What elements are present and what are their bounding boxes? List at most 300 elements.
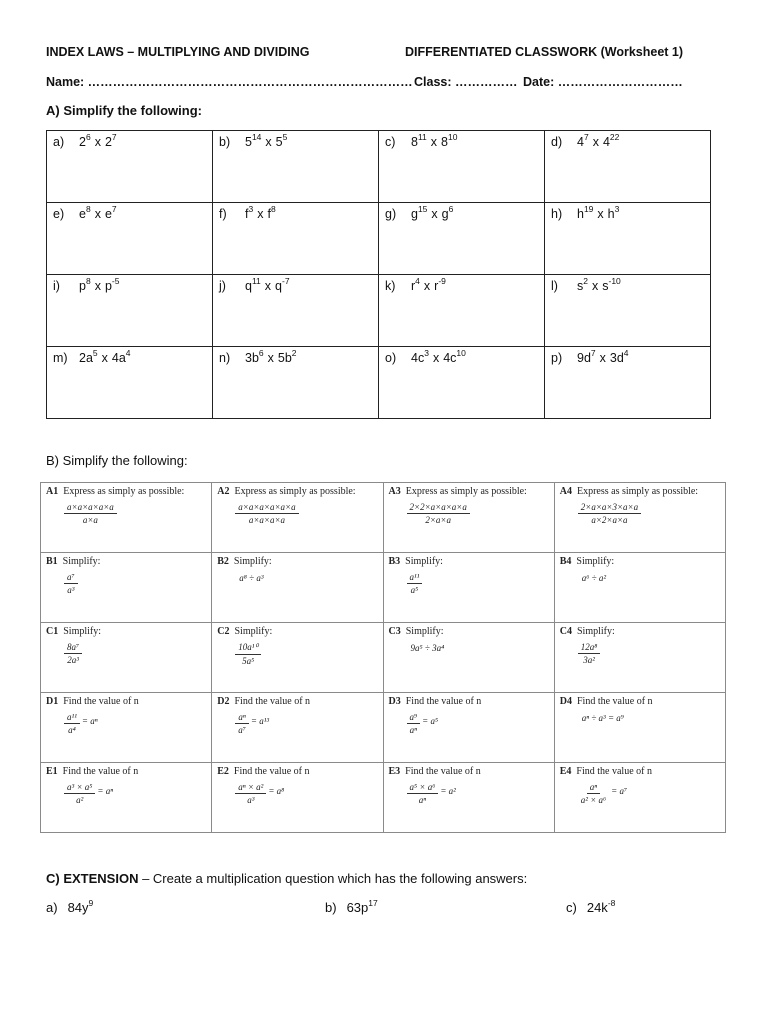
- problem-id: C1: [46, 626, 59, 637]
- problem-id: E1: [46, 766, 58, 777]
- fraction: [578, 642, 601, 665]
- fraction-numerator: aⁿ × a²: [235, 782, 266, 794]
- problem-expression: [389, 777, 549, 805]
- question-label: p): [551, 351, 563, 365]
- problem-cell: [41, 483, 212, 553]
- fraction-denominator: 5a⁵: [242, 656, 255, 666]
- fraction: [235, 502, 298, 525]
- question-exponent: 19: [583, 203, 594, 214]
- problem-instruction: Find the value of n: [62, 766, 139, 777]
- problem-instruction: Find the value of n: [234, 696, 311, 707]
- question-base: r: [434, 279, 439, 293]
- problem-id: C2: [217, 626, 230, 637]
- question-exponent: 8: [270, 203, 276, 214]
- problem-id: D4: [559, 696, 572, 707]
- fraction: [407, 782, 439, 805]
- question-base: s: [577, 279, 584, 293]
- problem-id: B3: [388, 556, 401, 567]
- fraction-numerator: a³ × a⁵: [64, 782, 95, 794]
- question-base: f: [245, 207, 249, 221]
- equation-rhs: = a¹³: [250, 716, 270, 726]
- question-exponent: 10: [447, 131, 458, 142]
- fraction: [235, 712, 249, 735]
- problem-header: [46, 626, 206, 637]
- problem-header: [560, 696, 720, 707]
- problem-id: C3: [388, 626, 401, 637]
- answer-exponent: 9: [88, 897, 94, 908]
- problem-cell: [554, 763, 725, 833]
- problem-header: [389, 486, 549, 497]
- table-row: [41, 553, 726, 623]
- question-base: 2a: [79, 351, 93, 365]
- question-base: 8: [411, 135, 418, 149]
- question-base: 3d: [609, 351, 624, 365]
- question-exponent: -10: [608, 275, 621, 286]
- question-cell: [379, 131, 545, 203]
- question-base: p: [79, 279, 86, 293]
- question-base: 5b: [277, 351, 292, 365]
- question-cell: [47, 275, 213, 347]
- question-label: b): [219, 135, 231, 149]
- problem-expression: [46, 637, 206, 665]
- fraction-denominator: a⁵: [410, 585, 419, 595]
- extension-answer: [566, 897, 616, 915]
- question-exponent: 10: [456, 347, 466, 358]
- problem-header: [217, 626, 377, 637]
- problem-expression: [217, 497, 377, 525]
- fraction-numerator: a¹¹: [64, 712, 80, 724]
- question-exponent: 5: [282, 131, 288, 142]
- problem-instruction: Simplify:: [405, 626, 444, 637]
- fraction: [578, 502, 641, 525]
- question-label: g): [385, 207, 397, 221]
- problem-instruction: Find the value of n: [576, 766, 652, 777]
- question-cell: [379, 347, 545, 419]
- problem-cell: [554, 623, 725, 693]
- question-base: g: [411, 207, 418, 221]
- question-exponent: -7: [281, 275, 290, 286]
- operator: x: [597, 207, 604, 221]
- problem-id: C4: [559, 626, 572, 637]
- answer-exponent: -8: [607, 897, 616, 908]
- problem-cell: [41, 553, 212, 623]
- question-base: 4: [602, 135, 610, 149]
- problem-cell: [383, 623, 554, 693]
- problem-id: E4: [559, 766, 572, 777]
- question-exponent: 8: [85, 275, 91, 286]
- problem-instruction: Simplify:: [234, 626, 273, 637]
- problem-instruction: Simplify:: [63, 626, 102, 637]
- table-row: [47, 203, 711, 275]
- fraction-numerator: 8a⁷: [64, 642, 82, 654]
- problem-instruction: Find the value of n: [233, 766, 310, 777]
- question-cell: [545, 347, 711, 419]
- fraction-denominator: a×a: [82, 515, 98, 525]
- problem-expression: [217, 777, 377, 805]
- fraction-denominator: a⁴: [68, 725, 76, 735]
- question-exponent: 2: [291, 347, 297, 358]
- answer-base: 63p: [346, 900, 369, 915]
- fraction-denominator: aⁿ: [418, 795, 427, 805]
- question-exponent: 11: [251, 275, 261, 286]
- problem-expression: [560, 637, 720, 665]
- problem-expression: [217, 567, 377, 584]
- question-base: 5: [275, 135, 283, 149]
- problem-expression: [46, 777, 206, 805]
- question-exponent: 2: [583, 275, 588, 286]
- question-base: 4a: [111, 351, 126, 365]
- problem-expression: [560, 707, 720, 724]
- table-row: [41, 693, 726, 763]
- section-a-table: [46, 130, 711, 419]
- question-exponent: 6: [448, 203, 454, 214]
- problem-header: [217, 766, 377, 777]
- question-exponent: 6: [258, 347, 264, 358]
- question-exponent: 7: [111, 203, 117, 214]
- problem-header: [46, 486, 206, 497]
- problem-expression: [217, 707, 377, 735]
- problem-cell: [212, 483, 383, 553]
- question-cell: [213, 131, 379, 203]
- operator: x: [94, 135, 101, 149]
- question-base: 4: [577, 135, 584, 149]
- problem-cell: [41, 693, 212, 763]
- fraction-numerator: a×a×a×a×a×a: [235, 502, 298, 514]
- question-exponent: 4: [125, 347, 131, 358]
- question-cell: [379, 275, 545, 347]
- worksheet-subtitle: DIFFERENTIATED CLASSWORK (Worksheet 1): [405, 45, 684, 59]
- problem-header: [560, 556, 720, 567]
- fraction-numerator: a⁵ × a⁶: [407, 782, 439, 794]
- problem-cell: [554, 483, 725, 553]
- problem-expression: [389, 707, 549, 735]
- fraction: [235, 782, 266, 805]
- fraction-numerator: 12a⁸: [578, 642, 601, 654]
- fraction-denominator: a³: [247, 795, 255, 805]
- section-b-table: [40, 482, 726, 833]
- question-cell: [545, 203, 711, 275]
- extension-answer: [46, 897, 94, 915]
- problem-expression: [46, 707, 206, 735]
- problem-expression: [560, 497, 720, 525]
- date-field: Date: …………………………: [523, 75, 683, 89]
- table-row: [41, 623, 726, 693]
- question-exponent: 4: [623, 347, 629, 358]
- question-label: k): [385, 279, 396, 293]
- fraction-denominator: a² × a⁶: [580, 795, 607, 805]
- problem-header: [217, 696, 377, 707]
- problem-header: [46, 556, 206, 567]
- question-label: l): [551, 279, 558, 293]
- problem-id: E2: [217, 766, 229, 777]
- question-base: r: [411, 279, 416, 293]
- fraction-numerator: a⁷: [64, 572, 78, 584]
- question-exponent: -5: [111, 275, 120, 286]
- table-row: [41, 483, 726, 553]
- operator: x: [599, 351, 606, 365]
- question-label: o): [385, 351, 397, 365]
- problem-cell: [212, 693, 383, 763]
- fraction: [64, 782, 95, 805]
- table-row: [47, 347, 711, 419]
- answer-label: a): [46, 900, 58, 915]
- problem-header: [560, 766, 720, 777]
- question-cell: [47, 347, 213, 419]
- problem-id: B4: [559, 556, 572, 567]
- answer-exponent: 17: [368, 897, 378, 908]
- fraction-denominator: aⁿ: [409, 725, 417, 735]
- operator: x: [265, 135, 272, 149]
- problem-header: [560, 626, 720, 637]
- problem-expression: [560, 567, 720, 584]
- fraction: [64, 642, 82, 665]
- problem-header: [46, 696, 206, 707]
- operator: x: [94, 279, 101, 293]
- question-label: a): [53, 135, 65, 149]
- problem-id: A1: [46, 486, 59, 497]
- fraction: [235, 642, 261, 666]
- equation-rhs: = a²: [440, 786, 456, 796]
- fraction-denominator: a³: [67, 585, 75, 595]
- question-cell: [545, 131, 711, 203]
- fraction: [64, 572, 78, 595]
- question-base: 2: [104, 135, 112, 149]
- equation-rhs: = aⁿ: [97, 786, 114, 796]
- question-label: j): [219, 279, 226, 293]
- question-base: h: [577, 207, 584, 221]
- problem-instruction: Simplify:: [62, 556, 101, 567]
- answer-label: b): [325, 900, 337, 915]
- question-exponent: 15: [417, 203, 428, 214]
- section-b-title: B) Simplify the following:: [46, 453, 188, 468]
- operator: x: [432, 351, 440, 365]
- problem-header: [560, 486, 720, 497]
- question-base: s: [602, 279, 609, 293]
- problem-id: D2: [217, 696, 230, 707]
- fraction-numerator: 2×2×a×a×a×a: [407, 502, 470, 514]
- problem-id: D1: [46, 696, 59, 707]
- problem-expression: [560, 777, 720, 805]
- problem-instruction: Simplify:: [405, 556, 443, 567]
- question-exponent: 3: [614, 203, 620, 214]
- fraction-numerator: 2×a×a×3×a×a: [578, 502, 641, 514]
- question-exponent: 14: [251, 131, 262, 142]
- question-base: g: [441, 207, 449, 221]
- fraction-numerator: 10a¹⁰: [235, 642, 261, 655]
- question-base: p: [104, 279, 112, 293]
- question-cell: [47, 203, 213, 275]
- question-label: d): [551, 135, 563, 149]
- problem-header: [217, 486, 377, 497]
- table-row: [41, 763, 726, 833]
- problem-instruction: Express as simply as possible:: [576, 486, 699, 497]
- fraction-denominator: a⁷: [238, 725, 246, 735]
- problem-instruction: Express as simply as possible:: [63, 486, 185, 497]
- problem-header: [389, 556, 549, 567]
- fraction-numerator: a×a×a×a×a: [64, 502, 117, 514]
- problem-header: [389, 626, 549, 637]
- equation-rhs: = aⁿ: [81, 716, 98, 726]
- problem-instruction: Simplify:: [233, 556, 272, 567]
- problem-id: A4: [559, 486, 572, 497]
- question-cell: [213, 203, 379, 275]
- fraction-denominator: 2×a×a: [425, 515, 452, 525]
- operator: x: [592, 135, 599, 149]
- problem-expression: [389, 497, 549, 525]
- problem-cell: [383, 483, 554, 553]
- problem-header: [389, 696, 549, 707]
- problem-cell: [41, 763, 212, 833]
- question-exponent: 11: [417, 131, 427, 142]
- question-exponent: -9: [438, 275, 446, 286]
- problem-cell: [383, 553, 554, 623]
- answer-base: 24k: [586, 900, 608, 915]
- operator: x: [94, 207, 101, 221]
- question-label: h): [551, 207, 563, 221]
- problem-instruction: Find the value of n: [405, 766, 481, 777]
- fraction-numerator: a⁹: [407, 712, 421, 724]
- problem-instruction: Find the value of n: [405, 696, 482, 707]
- question-label: i): [53, 279, 60, 293]
- division-expression: 9a⁵ ÷ 3a⁴: [410, 643, 445, 653]
- operator: x: [423, 279, 431, 293]
- problem-header: [46, 766, 206, 777]
- operator: x: [267, 351, 274, 365]
- problem-id: A3: [388, 486, 401, 497]
- problem-expression: [217, 637, 377, 666]
- extension-answer: [325, 897, 378, 915]
- division-expression: a⁸ ÷ a³: [239, 573, 264, 583]
- fraction: [407, 502, 470, 525]
- fraction-numerator: aⁿ: [587, 782, 600, 794]
- section-c-title: [46, 871, 527, 886]
- problem-instruction: Express as simply as possible:: [234, 486, 356, 497]
- problem-cell: [212, 763, 383, 833]
- equation-rhs: = a⁵: [422, 716, 439, 726]
- question-base: e: [104, 207, 112, 221]
- question-label: m): [53, 351, 68, 365]
- question-base: f: [267, 207, 271, 221]
- question-base: q: [275, 279, 282, 293]
- problem-cell: [383, 763, 554, 833]
- answer-label: c): [566, 900, 577, 915]
- operator: x: [431, 207, 438, 221]
- table-row: [47, 131, 711, 203]
- fraction: [407, 712, 421, 735]
- problem-cell: [554, 553, 725, 623]
- operator: x: [257, 207, 264, 221]
- question-base: q: [245, 279, 252, 293]
- question-exponent: 7: [583, 131, 589, 142]
- question-label: f): [219, 207, 227, 221]
- question-label: c): [385, 135, 396, 149]
- question-base: 4c: [443, 351, 457, 365]
- problem-instruction: Find the value of n: [576, 696, 653, 707]
- question-label: e): [53, 207, 65, 221]
- section-c-instruction: – Create a multiplication question which has the following answers:: [138, 871, 528, 886]
- problem-instruction: Simplify:: [576, 626, 615, 637]
- question-cell: [379, 203, 545, 275]
- class-field: Class: ……………: [414, 75, 518, 89]
- question-exponent: 6: [85, 131, 91, 142]
- question-exponent: 8: [85, 203, 91, 214]
- question-exponent: 7: [111, 131, 117, 142]
- question-base: 4c: [411, 351, 425, 365]
- problem-expression: [46, 567, 206, 595]
- problem-expression: [389, 567, 549, 595]
- problem-expression: [389, 637, 549, 654]
- fraction: [407, 572, 423, 595]
- question-cell: [213, 275, 379, 347]
- fraction: [64, 502, 117, 525]
- worksheet-title: INDEX LAWS – MULTIPLYING AND DIVIDING: [46, 45, 310, 59]
- fraction: [578, 782, 609, 805]
- equation-rhs: = a⁷: [611, 786, 628, 796]
- question-cell: [47, 131, 213, 203]
- name-field: Name: ……………………………………………………………………: [46, 75, 413, 89]
- problem-cell: [212, 623, 383, 693]
- equation-rhs: = a⁸: [268, 786, 285, 796]
- problem-instruction: Simplify:: [576, 556, 615, 567]
- question-exponent: 3: [248, 203, 254, 214]
- operator: x: [264, 279, 272, 293]
- problem-instruction: Find the value of n: [63, 696, 139, 707]
- problem-cell: [212, 553, 383, 623]
- operator: x: [591, 279, 599, 293]
- question-base: h: [607, 207, 615, 221]
- fraction-denominator: a²: [76, 795, 84, 805]
- division-expression: a⁶ ÷ a²: [581, 573, 607, 583]
- operator: x: [101, 351, 108, 365]
- question-cell: [545, 275, 711, 347]
- problem-cell: [41, 623, 212, 693]
- question-base: 2: [79, 135, 86, 149]
- question-exponent: 7: [590, 347, 596, 358]
- question-base: 9d: [577, 351, 591, 365]
- question-cell: [213, 347, 379, 419]
- section-a-title: A) Simplify the following:: [46, 103, 202, 118]
- fraction-denominator: 3a²: [583, 655, 595, 665]
- problem-id: B2: [217, 556, 229, 567]
- problem-id: D3: [388, 696, 401, 707]
- question-exponent: 4: [415, 275, 420, 286]
- problem-header: [217, 556, 377, 567]
- fraction-numerator: a¹¹: [407, 572, 423, 584]
- division-expression: aⁿ ÷ a³ = a⁹: [581, 713, 624, 723]
- problem-instruction: Express as simply as possible:: [405, 486, 527, 497]
- question-base: e: [79, 207, 86, 221]
- problem-id: B1: [46, 556, 58, 567]
- problem-cell: [383, 693, 554, 763]
- fraction-denominator: a×2×a×a: [591, 515, 628, 525]
- question-base: 3b: [245, 351, 259, 365]
- question-label: n): [219, 351, 231, 365]
- question-exponent: 5: [92, 347, 98, 358]
- problem-id: A2: [217, 486, 230, 497]
- problem-expression: [46, 497, 206, 525]
- fraction: [64, 712, 80, 735]
- section-c-label: C) EXTENSION: [46, 871, 139, 886]
- question-exponent: 22: [609, 131, 620, 142]
- operator: x: [430, 135, 438, 149]
- fraction-denominator: a×a×a×a: [248, 515, 286, 525]
- question-exponent: 3: [424, 347, 429, 358]
- problem-cell: [554, 693, 725, 763]
- answer-base: 84y: [67, 900, 89, 915]
- fraction-denominator: 2a³: [67, 655, 79, 665]
- question-base: 5: [245, 135, 252, 149]
- problem-header: [389, 766, 549, 777]
